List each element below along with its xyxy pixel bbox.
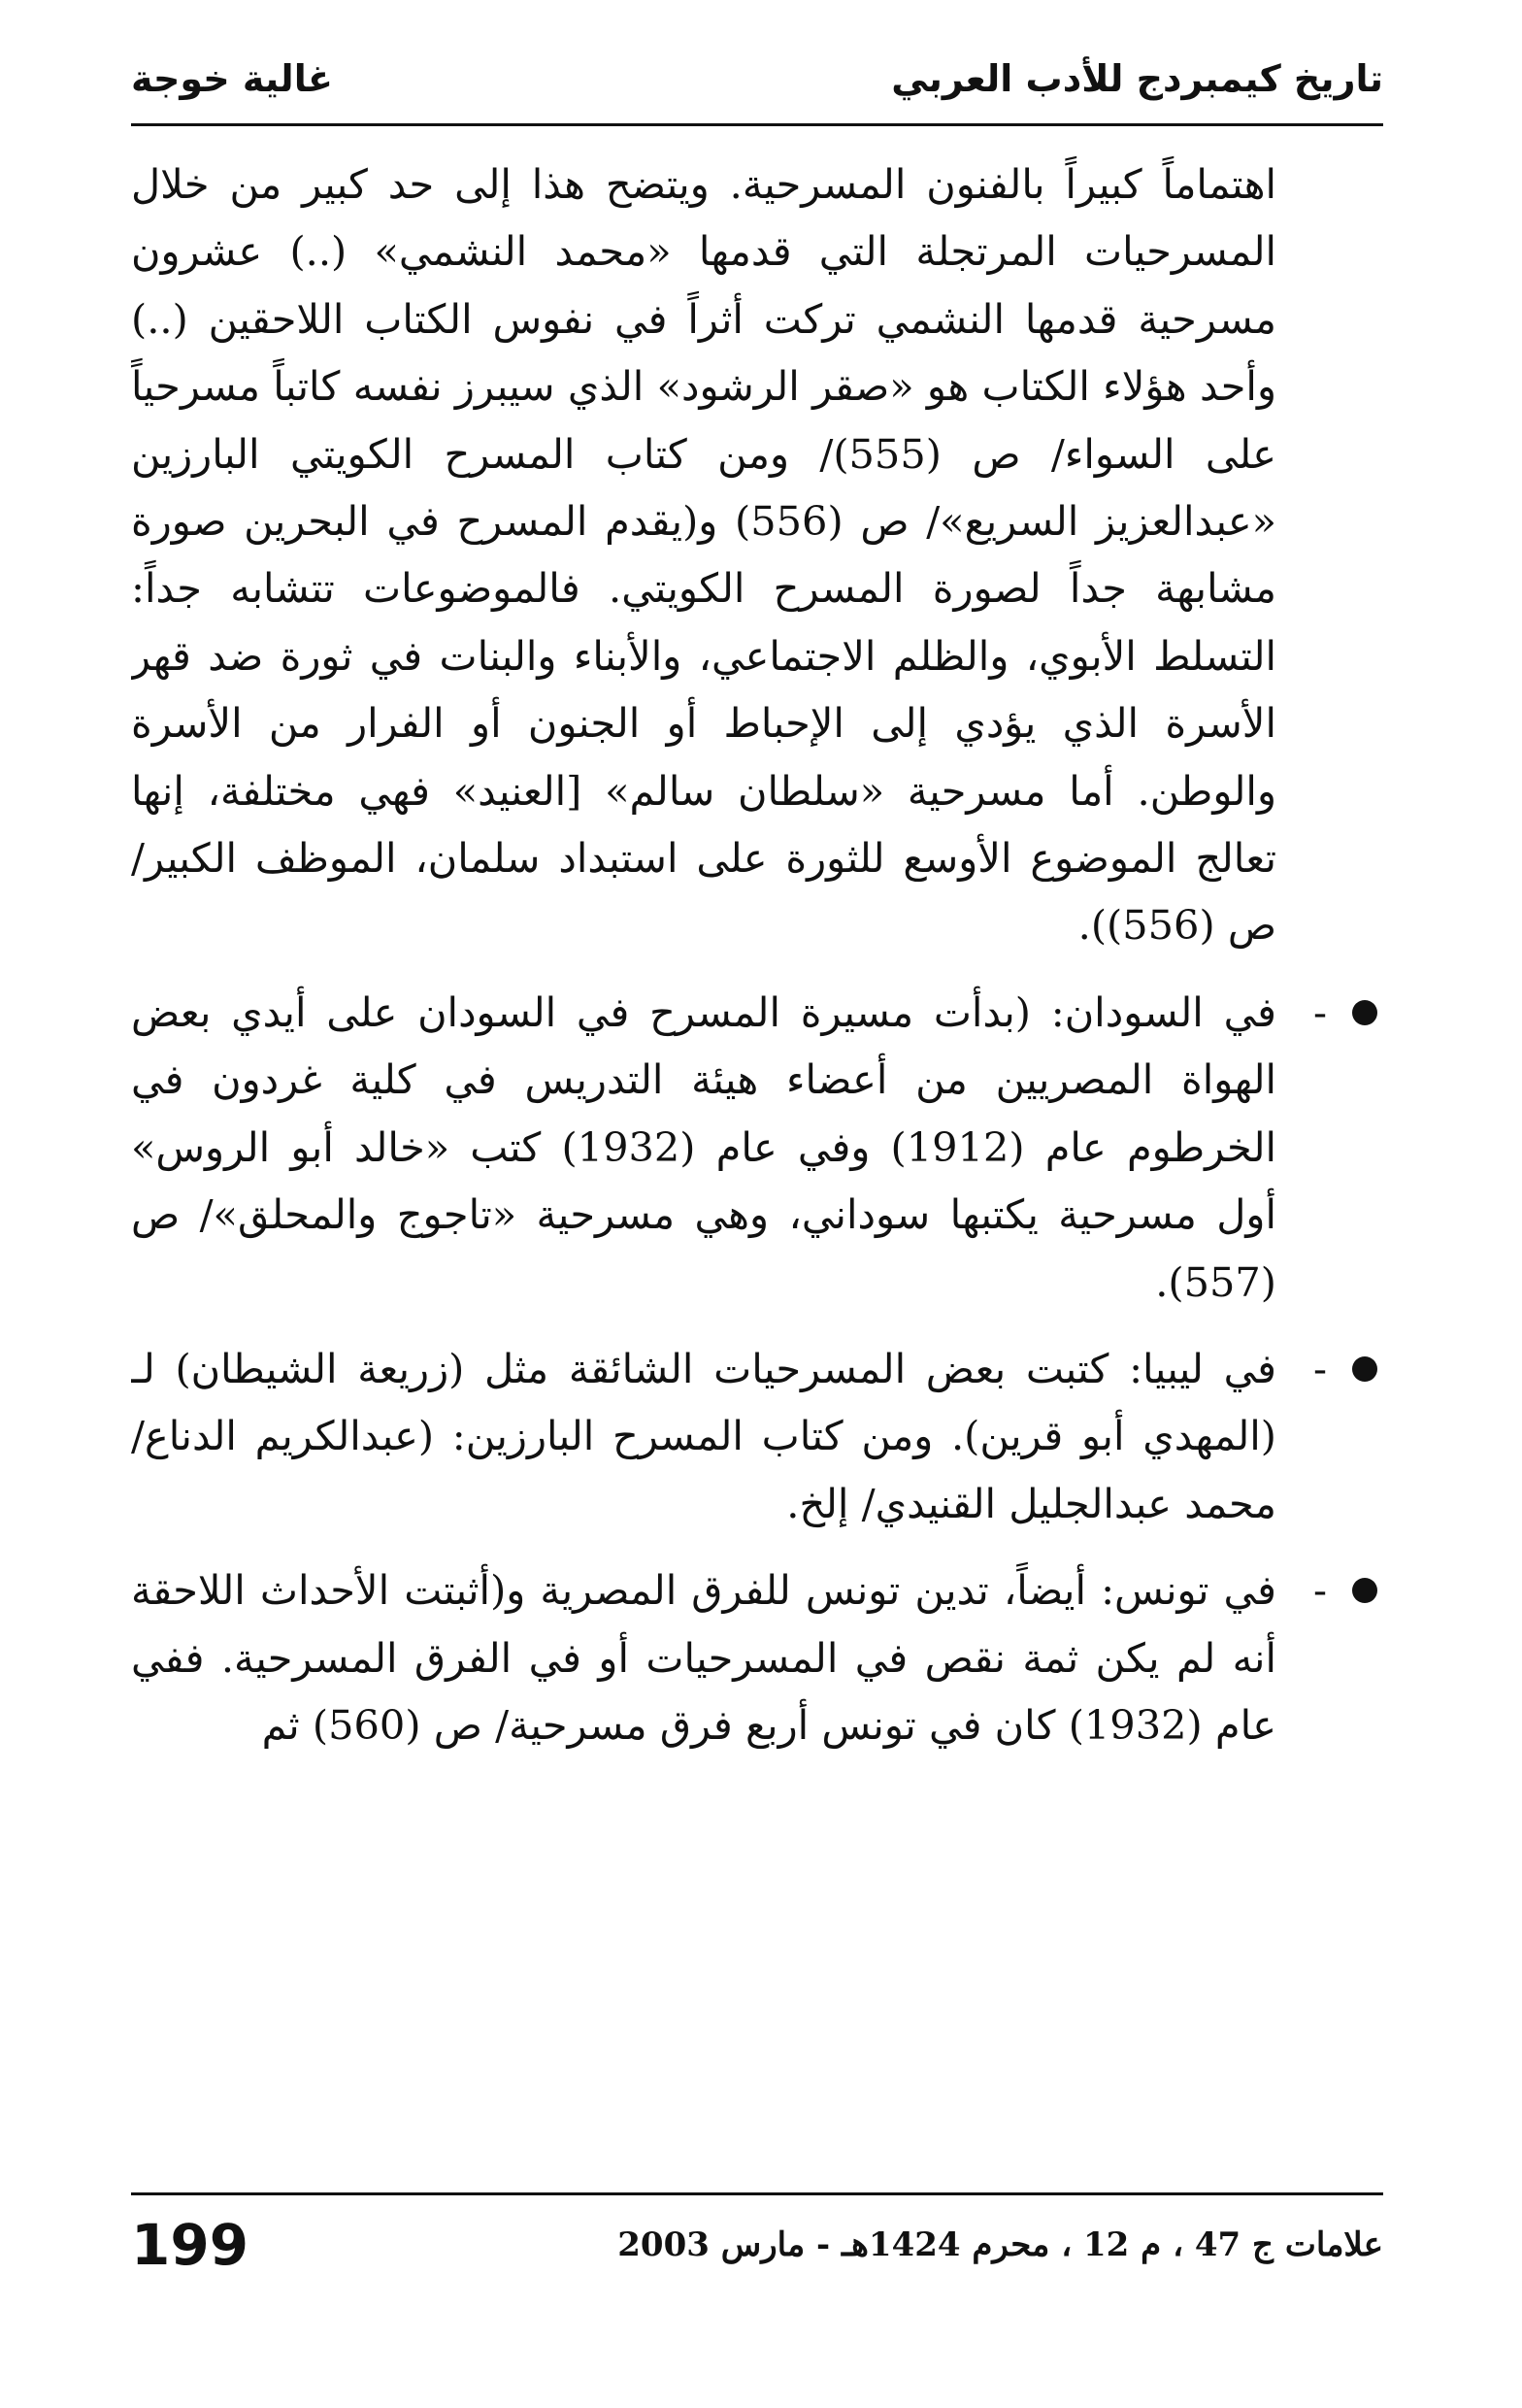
bullet-marker bbox=[1286, 979, 1383, 1046]
bullet-dash: - bbox=[1312, 1344, 1327, 1392]
intro-paragraph: اهتماماً كبيراً بالفنون المسرحية. ويتضح هذا إلى حد كبير من خلال المسرحيات المرتجلة التي قدمها «محمد النشمي» (..) عشرون مسرحية قدمها النشمي تركت أثراً في نفوس الكتاب اللاحقين (..) وأحد هؤلاء الكتاب هو «صقر الرشود» الذي سيبرز نفسه كاتباً مسرحياً على السواء/ ص (555)/ ومن كتاب المسرح الكويتي البارزين «عبدالعزيز السريع»/ ص (556) و(يقدم المسرح في البحرين صورة مشابهة جداً لصورة المسرح الكويتي. فالموضوعات تتشابه جداً: التسلط الأبوي، والظلم الاجتماعي، والأبناء والبنات في ثورة ضد قهر الأسرة الذي يؤدي إلى الإحباط أو الجنون أو الفرار من الأسرة والوطن. أما مسرحية «سلطان سالم» [العنيد» فهي مختلفة، إنها تعالج الموضوع الأوسع للثورة على استبداد سلمان، الموظف الكبير/ ص (556)). bbox=[131, 160, 1277, 950]
bullet-dot-icon bbox=[1352, 1000, 1377, 1025]
running-header bbox=[131, 37, 1383, 120]
list-item-text: في السودان: (بدأت مسيرة المسرح في السودان على أيدي بعض الهواة المصريين من أعضاء هيئة التدريس في كلية غردون في الخرطوم عام (1912) وفي عام (1932) كتب «خالد أبو الروس» أول مسرحية يكتبها سوداني، وهي مسرحية «تاجوج والمحلق»/ ص (557). bbox=[131, 987, 1276, 1306]
list-item-tunisia bbox=[131, 1556, 1383, 1758]
journal-info: علامات ج 47 ، م 12 ، محرم 1424هـ - مارس 2003 bbox=[617, 2225, 1383, 2264]
list-item-text: في ليبيا: كتبت بعض المسرحيات الشائقة مثل (زريعة الشيطان) لـ (المهدي أبو قرين). ومن كتاب المسرح البارزين: (عبدالكريم الدناع/ محمد عبدالجليل القنيدي/ إلخ. bbox=[131, 1344, 1276, 1527]
footer-rule bbox=[131, 2192, 1383, 2195]
bullet-dot-icon bbox=[1352, 1356, 1377, 1382]
page-number: 199 bbox=[131, 2212, 249, 2278]
bullet-dot-icon bbox=[1352, 1578, 1377, 1603]
book-title: تاريخ كيمبردج للأدب العربي bbox=[891, 57, 1383, 100]
bullet-marker bbox=[1286, 1335, 1383, 1402]
bullet-marker bbox=[1286, 1556, 1383, 1623]
page-body bbox=[131, 150, 1383, 2180]
header-rule bbox=[131, 123, 1383, 126]
running-footer bbox=[131, 2206, 1383, 2284]
list-item-text: في تونس: أيضاً، تدين تونس للفرق المصرية و(أثبتت الأحداث اللاحقة أنه لم يكن ثمة نقص في المسرحيات أو في الفرق المسرحية. ففي عام (1932) كان في تونس أربع فرق مسرحية/ ص (560) ثم bbox=[131, 1566, 1276, 1749]
list-item-sudan bbox=[131, 979, 1383, 1316]
bullet-dash: - bbox=[1312, 1566, 1327, 1615]
bullet-dash: - bbox=[1312, 987, 1327, 1036]
list-item-libya bbox=[131, 1335, 1383, 1537]
author-name: غالية خوجة bbox=[131, 57, 333, 100]
